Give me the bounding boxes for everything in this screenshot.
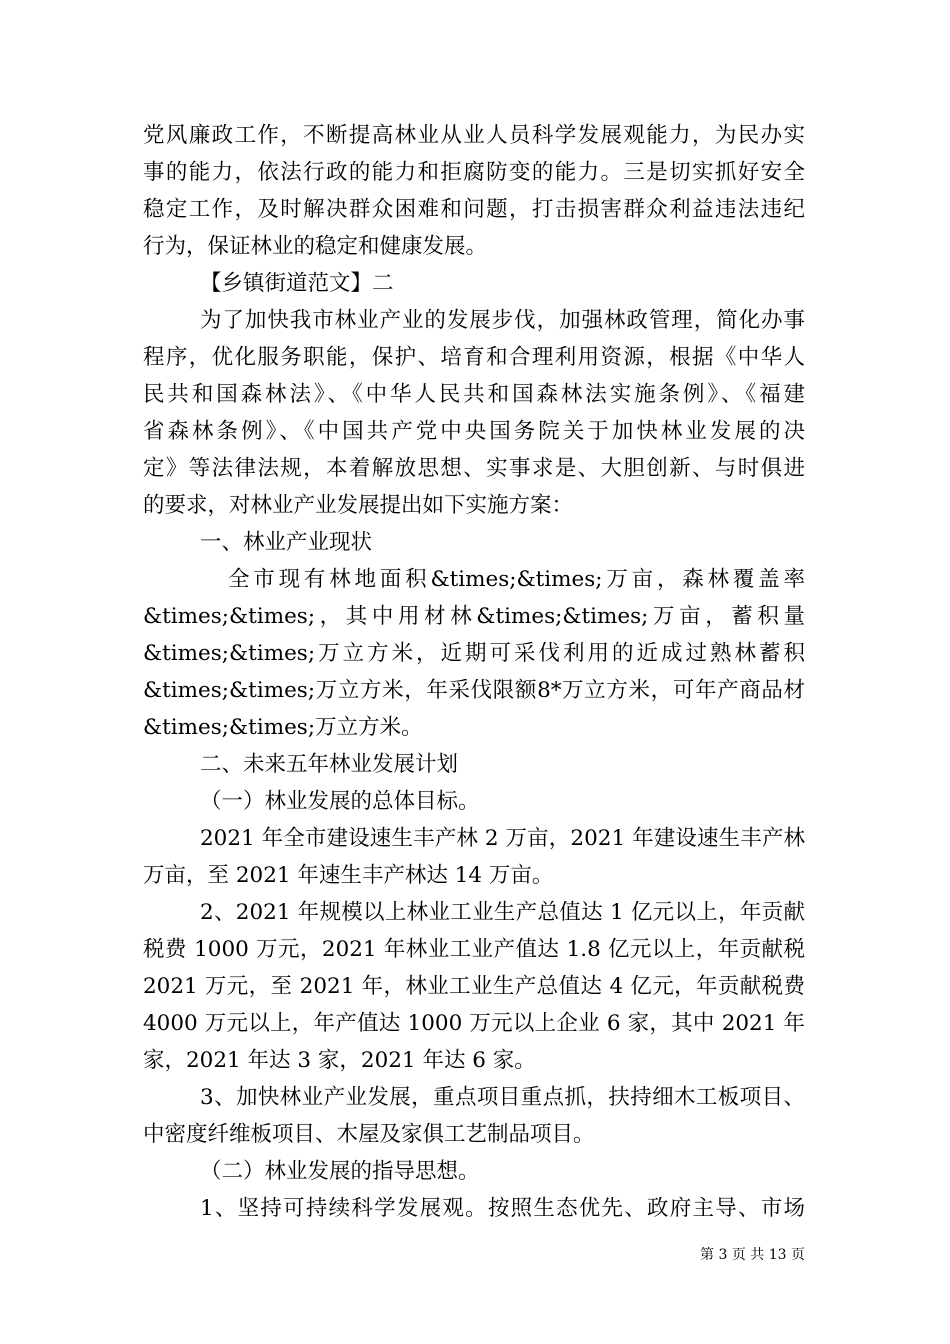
section-heading-sample-two: 【乡镇街道范文】二 — [200, 271, 394, 296]
paragraph-2-line-4: 定》等法律法规，本着解放思想、实事求是、大胆创新、与时俱进 — [143, 456, 805, 481]
paragraph-9-line-0: 3、加快林业产业发展，重点项目重点抓，扶持细木工板项目、 — [200, 1085, 805, 1110]
section-heading-five-year-plan: 二、未来五年林业发展计划 — [200, 752, 459, 777]
paragraph-8-line-1: 税费 1000 万元，2021 年林业工业产值达 1.8 亿元以上，年贡献税 — [143, 937, 805, 962]
paragraph-7-line-0: 2021 年全市建设速生丰产林 2 万亩，2021 年建设速生丰产林 — [200, 826, 805, 851]
paragraph-0-line-1: 事的能力，依法行政的能力和拒腐防变的能力。三是切实抓好安全 — [143, 160, 805, 185]
paragraph-0-line-3: 行为，保证林业的稳定和健康发展。 — [143, 234, 488, 259]
paragraph-2-line-0: 为了加快我市林业产业的发展步伐，加强林政管理，简化办事 — [200, 308, 805, 333]
paragraph-4-line-3: &times;&times;万立方米，年采伐限额8*万立方米，可年产商品材 — [143, 678, 805, 703]
paragraph-8-line-2: 2021 万元，至 2021 年，林业工业生产总值达 4 亿元，年贡献税费 — [143, 974, 805, 999]
page-number-footer: 第 3 页 共 13 页 — [700, 1247, 805, 1263]
paragraph-4-line-4: &times;&times;万立方米。 — [143, 715, 423, 740]
paragraph-2-line-5: 的要求，对林业产业发展提出如下实施方案： — [143, 493, 574, 518]
paragraph-8-line-3: 4000 万元以上，年产值达 1000 万元以上企业 6 家，其中 2021 年 — [143, 1011, 805, 1036]
paragraph-0-line-0: 党风廉政工作，不断提高林业从业人员科学发展观能力，为民办实 — [143, 123, 805, 148]
paragraph-4-line-2: &times;&times;万立方米，近期可采伐利用的近成过熟林蓄积 — [143, 641, 805, 666]
paragraph-8-line-0: 2、2021 年规模以上林业工业生产总值达 1 亿元以上，年贡献 — [200, 900, 805, 925]
paragraph-2-line-1: 程序，优化服务职能，保护、培育和合理利用资源，根据《中华人 — [143, 345, 805, 370]
document-body — [143, 117, 805, 1227]
paragraph-9-line-1: 中密度纤维板项目、木屋及家俱工艺制品项目。 — [143, 1122, 595, 1147]
subheading-overall-goal: （一）林业发展的总体目标。 — [200, 789, 480, 814]
paragraph-2-line-3: 省森林条例》、《中国共产党中央国务院关于加快林业发展的决 — [143, 419, 805, 444]
subheading-guiding-ideology: （二）林业发展的指导思想。 — [200, 1159, 480, 1184]
section-heading-industry-status: 一、林业产业现状 — [200, 530, 373, 555]
paragraph-4-line-0: 全市现有林地面积&times;&times;万亩，森林覆盖率 — [228, 567, 805, 592]
paragraph-8-line-4: 家，2021 年达 3 家，2021 年达 6 家。 — [143, 1048, 536, 1073]
paragraph-7-line-1: 万亩，至 2021 年速生丰产林达 14 万亩。 — [143, 863, 554, 888]
paragraph-2-line-2: 民共和国森林法》、《中华人民共和国森林法实施条例》、《福建 — [143, 382, 805, 407]
paragraph-0-line-2: 稳定工作，及时解决群众困难和问题，打击损害群众利益违法违纪 — [143, 197, 805, 222]
paragraph-11-line-0: 1、坚持可持续科学发展观。按照生态优先、政府主导、市场 — [200, 1196, 805, 1221]
paragraph-4-line-1: &times;&times;，其中用材林&times;&times;万亩，蓄积量 — [143, 604, 805, 629]
